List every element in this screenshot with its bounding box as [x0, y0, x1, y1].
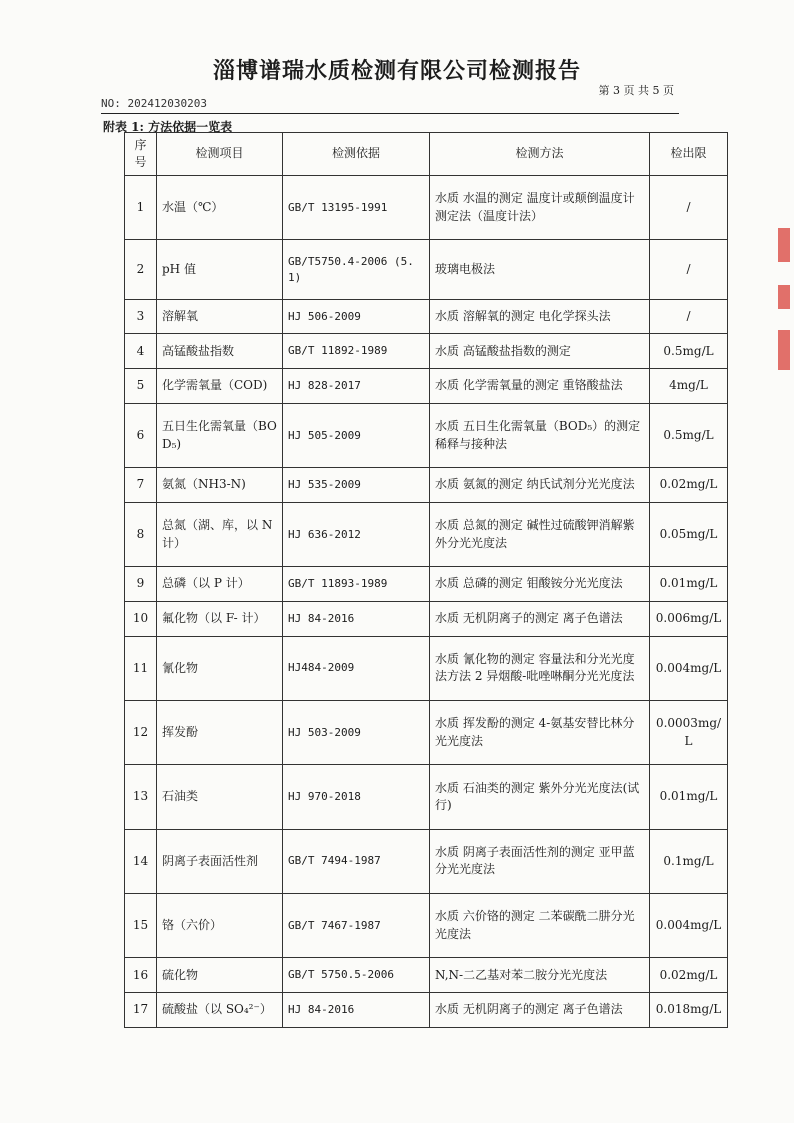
basis-standard: GB/T 11893-1989 — [283, 567, 430, 602]
table-body — [125, 176, 728, 1028]
basis-standard: GB/T 7467-1987 — [283, 894, 430, 958]
row-number: 3 — [125, 299, 157, 334]
detection-limit: 4mg/L — [650, 369, 728, 404]
basis-standard: GB/T 11892-1989 — [283, 334, 430, 369]
column-header-no: 序号 — [125, 133, 157, 176]
page-number: 第 3 页 共 5 页 — [598, 84, 674, 97]
method-text: 水质 无机阴离子的测定 离子色谱法 — [430, 993, 650, 1028]
method-text: 水质 水温的测定 温度计或颠倒温度计测定法（温度计法） — [430, 176, 650, 240]
method-text: 水质 氰化物的测定 容量法和分光光度法方法 2 异烟酸-吡唑啉酮分光光度法 — [430, 636, 650, 700]
item-name: 氰化物 — [157, 636, 283, 700]
method-text: 水质 高锰酸盐指数的测定 — [430, 334, 650, 369]
table-row — [125, 468, 728, 503]
row-number: 14 — [125, 829, 157, 893]
detection-limit: 0.01mg/L — [650, 567, 728, 602]
report-number: NO: 202412030203 — [101, 97, 679, 114]
table-row — [125, 176, 728, 240]
detection-limit: 0.004mg/L — [650, 894, 728, 958]
column-header-method: 检测方法 — [430, 133, 650, 176]
method-text: 水质 石油类的测定 紫外分光光度法(试行) — [430, 765, 650, 829]
table-row — [125, 502, 728, 566]
detection-limit: 0.1mg/L — [650, 829, 728, 893]
row-number: 4 — [125, 334, 157, 369]
row-number: 5 — [125, 369, 157, 404]
detection-limit: 0.05mg/L — [650, 502, 728, 566]
row-number: 12 — [125, 701, 157, 765]
row-number: 7 — [125, 468, 157, 503]
item-name: 氟化物（以 F- 计） — [157, 602, 283, 637]
row-number: 11 — [125, 636, 157, 700]
basis-standard: HJ 505-2009 — [283, 403, 430, 467]
table-row — [125, 299, 728, 334]
item-name: 硫化物 — [157, 958, 283, 993]
basis-standard: GB/T 7494-1987 — [283, 829, 430, 893]
basis-standard: GB/T5750.4-2006 (5.1) — [283, 240, 430, 299]
column-header-basis: 检测依据 — [283, 133, 430, 176]
row-number: 10 — [125, 602, 157, 637]
table-row — [125, 567, 728, 602]
method-text: 水质 六价铬的测定 二苯碳酰二肼分光光度法 — [430, 894, 650, 958]
detection-limit: 0.5mg/L — [650, 334, 728, 369]
table-row — [125, 334, 728, 369]
method-text: 水质 无机阴离子的测定 离子色谱法 — [430, 602, 650, 637]
basis-standard: HJ484-2009 — [283, 636, 430, 700]
item-name: 总氮（湖、库，以 N 计） — [157, 502, 283, 566]
method-text: 水质 总磷的测定 钼酸铵分光光度法 — [430, 567, 650, 602]
method-text: 水质 阴离子表面活性剂的测定 亚甲蓝分光光度法 — [430, 829, 650, 893]
table-row — [125, 829, 728, 893]
table-row — [125, 993, 728, 1028]
table-row — [125, 240, 728, 299]
row-number: 13 — [125, 765, 157, 829]
table-row — [125, 765, 728, 829]
item-name: 高锰酸盐指数 — [157, 334, 283, 369]
item-name: 挥发酚 — [157, 701, 283, 765]
method-text: 水质 溶解氧的测定 电化学探头法 — [430, 299, 650, 334]
basis-standard: HJ 84-2016 — [283, 993, 430, 1028]
item-name: 化学需氧量（COD) — [157, 369, 283, 404]
row-number: 15 — [125, 894, 157, 958]
stamp-mark-icon — [778, 285, 790, 309]
method-text: 水质 五日生化需氧量（BOD₅）的测定 稀释与接种法 — [430, 403, 650, 467]
report-title: 淄博谱瑞水质检测有限公司检测报告 — [212, 58, 581, 84]
detection-limit: / — [650, 299, 728, 334]
row-number: 2 — [125, 240, 157, 299]
detection-limit: / — [650, 240, 728, 299]
basis-standard: HJ 970-2018 — [283, 765, 430, 829]
methods-table — [124, 132, 728, 1028]
item-name: 五日生化需氧量（BOD₅) — [157, 403, 283, 467]
row-number: 9 — [125, 567, 157, 602]
item-name: 氨氮（NH3-N) — [157, 468, 283, 503]
detection-limit: / — [650, 176, 728, 240]
detection-limit: 0.02mg/L — [650, 468, 728, 503]
row-number: 1 — [125, 176, 157, 240]
stamp-mark-icon — [778, 228, 790, 262]
item-name: 铬（六价） — [157, 894, 283, 958]
detection-limit: 0.018mg/L — [650, 993, 728, 1028]
table-header-row — [125, 133, 728, 176]
item-name: 石油类 — [157, 765, 283, 829]
basis-standard: GB/T 13195-1991 — [283, 176, 430, 240]
basis-standard: HJ 84-2016 — [283, 602, 430, 637]
column-header-limit: 检出限 — [650, 133, 728, 176]
method-text: 玻璃电极法 — [430, 240, 650, 299]
table-row — [125, 403, 728, 467]
item-name: pH 值 — [157, 240, 283, 299]
stamp-mark-icon — [778, 330, 790, 370]
detection-limit: 0.006mg/L — [650, 602, 728, 637]
item-name: 水温（℃） — [157, 176, 283, 240]
method-text: 水质 总氮的测定 碱性过硫酸钾消解紫外分光光度法 — [430, 502, 650, 566]
column-header-item: 检测项目 — [157, 133, 283, 176]
method-text: 水质 挥发酚的测定 4-氨基安替比林分光光度法 — [430, 701, 650, 765]
detection-limit: 0.5mg/L — [650, 403, 728, 467]
table-row — [125, 958, 728, 993]
detection-limit: 0.01mg/L — [650, 765, 728, 829]
basis-standard: GB/T 5750.5-2006 — [283, 958, 430, 993]
table-row — [125, 636, 728, 700]
item-name: 阴离子表面活性剂 — [157, 829, 283, 893]
row-number: 16 — [125, 958, 157, 993]
basis-standard: HJ 828-2017 — [283, 369, 430, 404]
table-row — [125, 894, 728, 958]
basis-standard: HJ 506-2009 — [283, 299, 430, 334]
table-row — [125, 602, 728, 637]
method-text: N,N-二乙基对苯二胺分光光度法 — [430, 958, 650, 993]
row-number: 6 — [125, 403, 157, 467]
row-number: 8 — [125, 502, 157, 566]
detection-limit: 0.02mg/L — [650, 958, 728, 993]
table-row — [125, 369, 728, 404]
item-name: 硫酸盐（以 SO₄²⁻） — [157, 993, 283, 1028]
method-text: 水质 氨氮的测定 纳氏试剂分光光度法 — [430, 468, 650, 503]
item-name: 溶解氧 — [157, 299, 283, 334]
row-number: 17 — [125, 993, 157, 1028]
detection-limit: 0.0003mg/L — [650, 701, 728, 765]
table-row — [125, 701, 728, 765]
basis-standard: HJ 636-2012 — [283, 502, 430, 566]
basis-standard: HJ 503-2009 — [283, 701, 430, 765]
basis-standard: HJ 535-2009 — [283, 468, 430, 503]
detection-limit: 0.004mg/L — [650, 636, 728, 700]
item-name: 总磷（以 P 计） — [157, 567, 283, 602]
method-text: 水质 化学需氧量的测定 重铬酸盐法 — [430, 369, 650, 404]
table-caption: 附表 1: 方法依据一览表 — [103, 120, 233, 134]
